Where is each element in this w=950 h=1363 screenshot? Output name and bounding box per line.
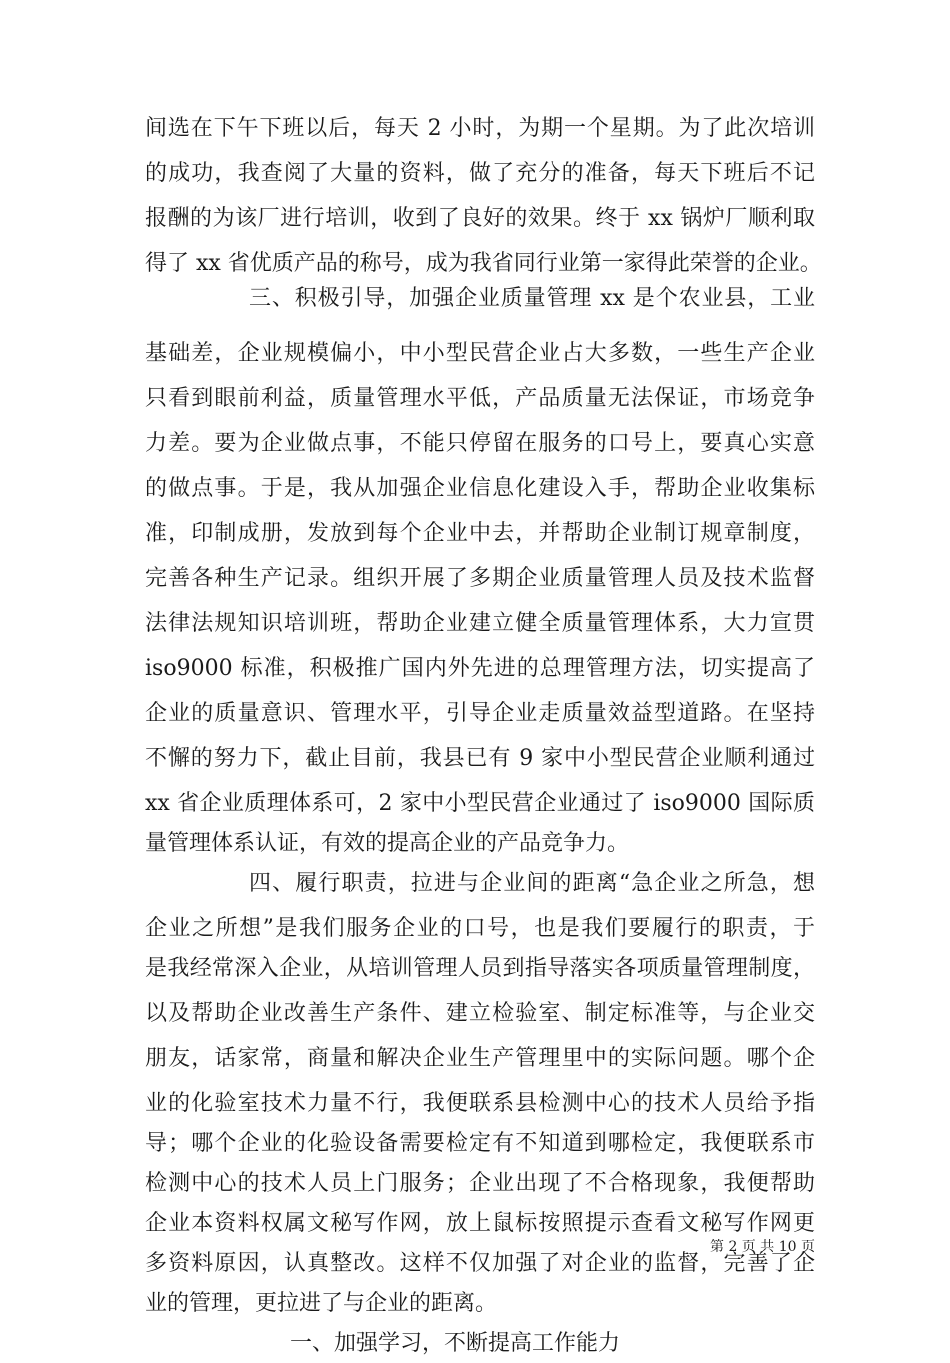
text-line: 检测中心的技术人员上门服务；企业出现了不合格现象，我便帮助 [145, 1171, 815, 1196]
section-heading-line: 一、加强学习，不断提高工作能力 [290, 1331, 621, 1356]
text-line: 多资料原因，认真整改。这样不仅加强了对企业的监督，完善了企 [145, 1251, 815, 1276]
text-line: xx 省企业质理体系可，2 家中小型民营企业通过了 iso9000 国际质 [145, 791, 815, 816]
text-line: 量管理体系认证，有效的提高企业的产品竞争力。 [145, 831, 630, 856]
section-heading-line: 三、积极引导，加强企业质量管理 xx 是个农业县，工业 [249, 286, 815, 311]
text-line: 间选在下午下班以后，每天 2 小时，为期一个星期。为了此次培训 [145, 116, 815, 141]
text-line: 的成功，我查阅了大量的资料，做了充分的准备，每天下班后不记 [145, 161, 815, 186]
text-line: 报酬的为该厂进行培训，收到了良好的效果。终于 xx 锅炉厂顺利取 [145, 206, 815, 231]
text-line: 力差。要为企业做点事，不能只停留在服务的口号上，要真心实意 [145, 431, 815, 456]
text-line: 导；哪个企业的化验设备需要检定有不知道到哪检定，我便联系市 [145, 1131, 815, 1156]
text-line: 完善各种生产记录。组织开展了多期企业质量管理人员及技术监督 [145, 566, 815, 591]
text-line: 业的化验室技术力量不行，我便联系县检测中心的技术人员给予指 [145, 1091, 815, 1116]
text-line: 准，印制成册，发放到每个企业中去，并帮助企业制订规章制度， [145, 521, 815, 546]
text-line: 是我经常深入企业，从培训管理人员到指导落实各项质量管理制度， [145, 956, 815, 981]
text-line: 得了 xx 省优质产品的称号，成为我省同行业第一家得此荣誉的企业。 [145, 251, 822, 276]
text-line: 企业的质量意识、管理水平，引导企业走质量效益型道路。在坚持 [145, 701, 815, 726]
page-number-footer: 第 2 页 共 10 页 [710, 1239, 815, 1255]
text-line: 基础差，企业规模偏小，中小型民营企业占大多数，一些生产企业 [145, 341, 815, 366]
text-line: 只看到眼前利益，质量管理水平低，产品质量无法保证，市场竞争 [145, 386, 815, 411]
text-line: 法律法规知识培训班，帮助企业建立健全质量管理体系，大力宣贯 [145, 611, 815, 636]
text-line: 以及帮助企业改善生产条件、建立检验室、制定标准等，与企业交 [145, 1001, 815, 1026]
text-line: 企业之所想”是我们服务企业的口号，也是我们要履行的职责，于 [145, 916, 815, 941]
text-line: 的做点事。于是，我从加强企业信息化建设入手，帮助企业收集标 [145, 476, 815, 501]
text-line: iso9000 标准，积极推广国内外先进的总理管理方法，切实提高了 [145, 656, 815, 681]
text-line: 不懈的努力下，截止目前，我县已有 9 家中小型民营企业顺利通过 [145, 746, 815, 771]
section-heading-line: 四、履行职责，拉进与企业间的距离“急企业之所急，想 [249, 871, 815, 896]
text-line: 业的管理，更拉进了与企业的距离。 [145, 1291, 498, 1316]
text-line: 朋友，话家常，商量和解决企业生产管理里中的实际问题。哪个企 [145, 1046, 815, 1071]
text-line: 企业本资料权属文秘写作网，放上鼠标按照提示查看文秘写作网更 [145, 1211, 815, 1236]
